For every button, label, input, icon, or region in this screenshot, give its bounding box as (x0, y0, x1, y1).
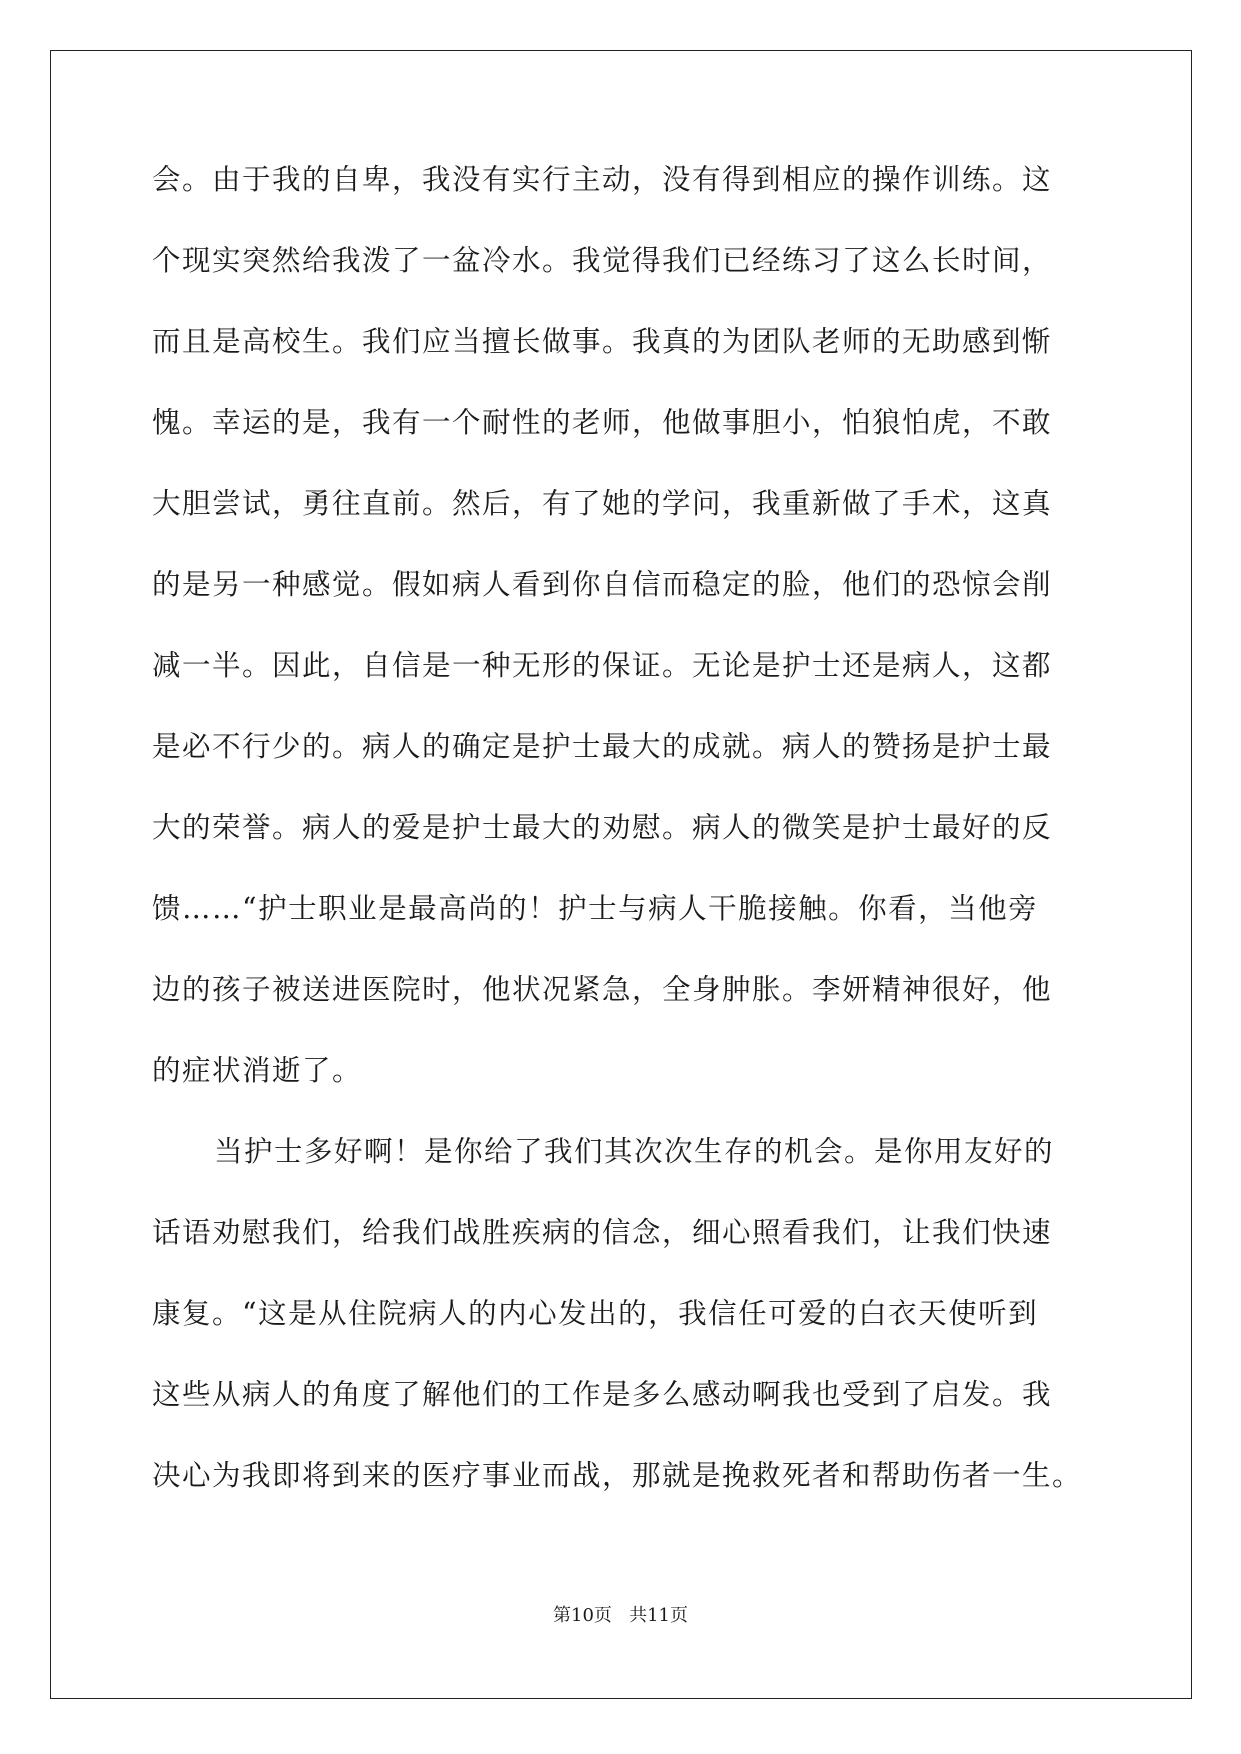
text-line: 个现实突然给我泼了一盆冷水。我觉得我们已经练习了这么长时间， (152, 244, 1053, 277)
text-line: 会。由于我的自卑，我没有实行主动，没有得到相应的操作训练。这 (152, 163, 1053, 196)
text-line: 的是另一种感觉。假如病人看到你自信而稳定的脸，他们的恐惊会削 (152, 568, 1053, 601)
text-line: 康复。“这是从住院病人的内心发出的，我信任可爱的白衣天使听到 (152, 1297, 1039, 1330)
text-line: 减一半。因此，自信是一种无形的保证。无论是护士还是病人，这都 (152, 649, 1053, 682)
document-body (152, 158, 1087, 1535)
text-line: 决心为我即将到来的医疗事业而战，那就是挽救死者和帮助伤者一生。 (152, 1459, 1083, 1492)
text-line: 这些从病人的角度了解他们的工作是多么感动啊我也受到了启发。我 (152, 1378, 1053, 1411)
text-line: 大的荣誉。病人的爱是护士最大的劝慰。病人的微笑是护士最好的反 (152, 811, 1053, 844)
text-line: 边的孩子被送进医院时，他状况紧急，全身肿胀。李妍精神很好，他 (152, 973, 1053, 1006)
text-line: 是必不行少的。病人的确定是护士最大的成就。病人的赞扬是护士最 (152, 730, 1053, 763)
text-line: 馈……“护士职业是最高尚的！护士与病人干脆接触。你看，当他旁 (152, 892, 1039, 925)
text-line: 话语劝慰我们，给我们战胜疾病的信念，细心照看我们，让我们快速 (152, 1216, 1053, 1249)
text-line: 而且是高校生。我们应当擅长做事。我真的为团队老师的无助感到惭 (152, 325, 1053, 358)
text-line: 大胆尝试，勇往直前。然后，有了她的学问，我重新做了手术，这真 (152, 487, 1053, 520)
text-line: 愧。幸运的是，我有一个耐性的老师，他做事胆小，怕狼怕虎，不敢 (152, 406, 1053, 439)
paragraph-first-line: 当护士多好啊！是你给了我们其次次生存的机会。是你用友好的 (214, 1135, 1055, 1168)
page-number-footer: 第10页 共11页 (553, 1605, 688, 1626)
text-line: 的症状消逝了。 (152, 1054, 363, 1087)
